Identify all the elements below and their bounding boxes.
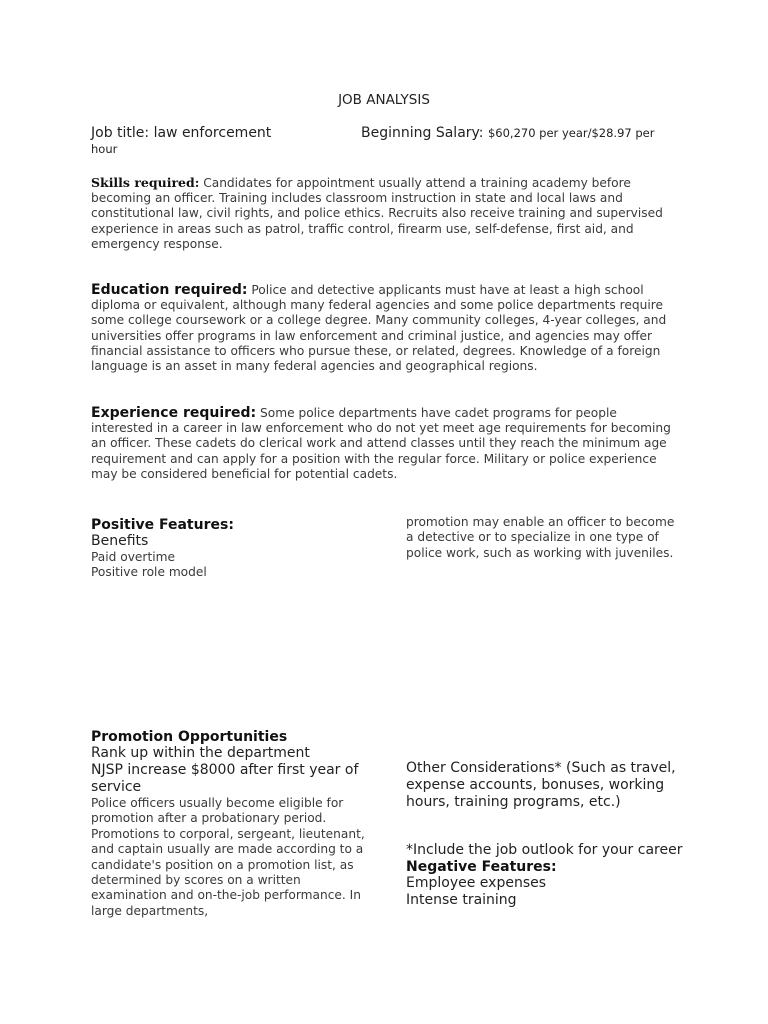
education-text: Police and detective applicants must have at least a high school diploma or equivalent, although many federal agencies and some police departments require some college coursework or a college degree. Many community colleges, 4-year colleges, and universities offer programs in law enforcement and criminal justice, and agencies may offer financial assistance to officers who pursue these, or related, degrees. Knowledge of a foreign language is an asset in many federal agencies and geographical regions. [91, 283, 667, 374]
salary-label: Beginning Salary: [361, 125, 488, 141]
positive-feature-item: Benefits [91, 533, 149, 549]
negative-feature-item: Employee expenses [406, 875, 547, 891]
skills-label: Skills required: [91, 175, 200, 190]
education-section [91, 283, 671, 374]
positive-feature-item: Positive role model [91, 565, 207, 580]
experience-section [91, 406, 671, 482]
salary-line [361, 125, 654, 141]
promotion-text: Police officers usually become eligible for promotion after a probationary period. Promotions to corporal, sergeant, lieutenant, and captain usually are made according to a candidate's position on a promotion list, as determined by scores on a written examination and on-the-job performance. In large departments, [91, 796, 365, 918]
promotion-section [91, 729, 371, 919]
positive-feature-item: Paid overtime [91, 550, 175, 564]
skills-text: Candidates for appointment usually attend a training academy before becoming an officer. Training includes classroom instruction in state and local laws and constitutional law, civil rights, and police ethics. Recruits also receive training and supervised experience in areas such as patrol, traffic control, firearm use, self-defense, first aid, and emergency response. [91, 176, 663, 251]
salary-value: $60,270 per year/$28.97 per [487, 126, 655, 140]
positive-features-section [91, 517, 371, 580]
positive-features-heading: Positive Features: [91, 517, 234, 533]
education-label: Education required: [91, 282, 248, 298]
negative-feature-item: Intense training [406, 892, 517, 908]
other-considerations: Other Considerations* (Such as travel, expense accounts, bonuses, working hours, training programs, etc.) [406, 760, 676, 810]
promotion-line: NJSP increase $8000 after first year of service [91, 762, 359, 795]
promotion-heading: Promotion Opportunities [91, 729, 288, 745]
promotion-line: Rank up within the department [91, 745, 310, 761]
experience-label: Experience required: [91, 405, 257, 421]
document-title: JOB ANALYSIS [338, 92, 430, 108]
experience-text: Some police departments have cadet programs for people interested in a career in law enforcement who do not yet meet age requirements for becoming an officer. These cadets do clerical work and attend classes until they reach the minimum age requirement and can apply for a position with the regular force. Military or police experience may be considered beneficial for potential cadets. [91, 406, 671, 481]
negative-features-heading: Negative Features: [406, 859, 557, 875]
promotion-continuation-text: promotion may enable an officer to become a detective or to specialize in one type of police work, such as working with juveniles. [406, 515, 675, 560]
salary-continuation: hour [91, 142, 118, 156]
job-title: Job title: law enforcement [91, 125, 272, 141]
outlook-section [406, 842, 686, 909]
skills-section [91, 175, 671, 252]
outlook-text: *Include the job outlook for your career [406, 842, 683, 858]
